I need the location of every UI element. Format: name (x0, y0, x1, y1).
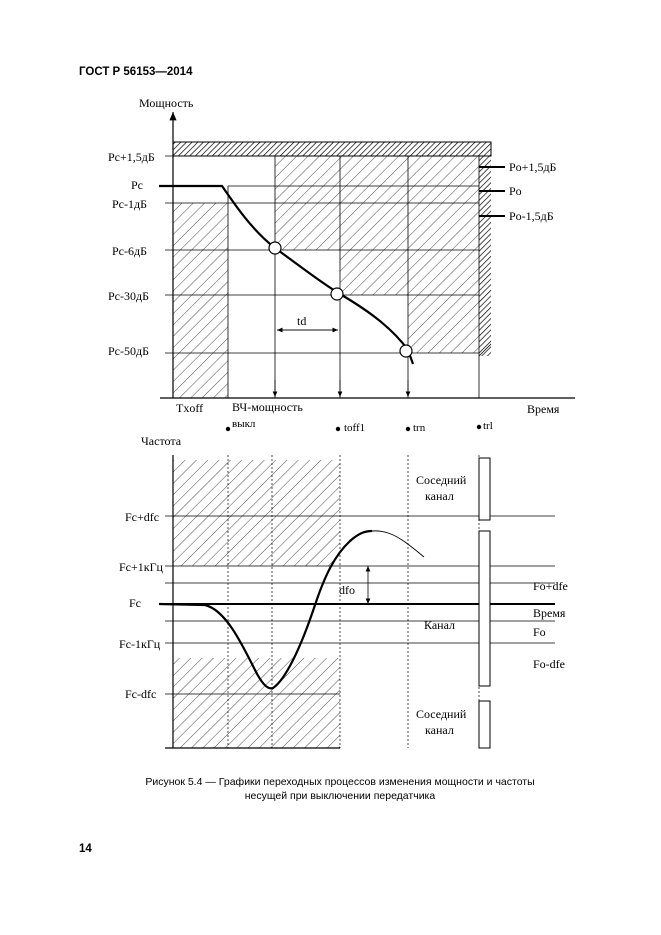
label-fc-minus-1khz: Fc-1кГц (119, 637, 161, 651)
caption-line-1: Рисунок 5.4 — Графики переходных процессов изменения мощности и частоты (145, 776, 535, 788)
power-zone-mid2 (340, 250, 479, 295)
power-zone-mid1 (275, 188, 479, 250)
power-chart (108, 96, 575, 434)
freq-zone-top-left (173, 460, 228, 566)
label-fo-plus-dfe: Fo+dfe (533, 579, 568, 593)
freq-x-axis-title: Время (533, 606, 566, 620)
label-td: td (297, 314, 307, 328)
label-pc: Pc (131, 178, 143, 192)
channel-bar (479, 531, 490, 686)
label-fc: Fc (129, 596, 141, 610)
adjacent-channel-bar-bottom (479, 701, 490, 748)
power-zone-mid3 (408, 295, 479, 353)
label-po-plus-1-5db: Po+1,5дБ (509, 160, 557, 174)
document-header: ГОСТ Р 56153—2014 (79, 66, 193, 78)
freq-zone-top-mid (228, 460, 340, 566)
label-pc-minus-50db: Pc-50дБ (108, 344, 149, 358)
label-fo: Fo (533, 625, 546, 639)
label-adjacent-channel-top-1: Соседний (416, 473, 467, 487)
curve-point-50db (400, 345, 412, 357)
caption-line-2: несущей при выключении передатчика (244, 790, 436, 802)
curve-point-30db (331, 288, 343, 300)
label-toff1: toff1 (344, 422, 366, 434)
upper-limit-band (173, 142, 491, 156)
label-fo-minus-dfe: Fo-dfe (533, 657, 565, 671)
power-zone-top (275, 156, 479, 188)
time-down-arrows (275, 380, 408, 397)
freq-zone-bottom-mid (228, 658, 340, 748)
label-channel: Канал (424, 618, 456, 632)
label-po: Po (509, 184, 522, 198)
page-number: 14 (79, 843, 92, 855)
right-limit-band (479, 156, 491, 356)
figure-caption (100, 775, 580, 803)
power-zone-left (173, 203, 228, 398)
label-txoff: Txoff (176, 401, 204, 415)
power-x-axis-title: Время (527, 402, 560, 416)
label-pc-minus-30db: Pc-30дБ (108, 289, 149, 303)
freq-zone-bottom-left (173, 658, 228, 748)
label-adjacent-channel-top-2: канал (425, 489, 454, 503)
label-pc-plus-1-5db: Pc+1,5дБ (108, 150, 155, 164)
label-rf-power-off: ВЧ-мощность (232, 400, 303, 414)
power-axis-title: Мощность (139, 96, 194, 110)
label-adjacent-channel-bottom-1: Соседний (416, 707, 467, 721)
frequency-chart (119, 434, 568, 748)
curve-point-6db (269, 242, 281, 254)
label-pc-minus-1db: Pc-1дБ (112, 197, 147, 211)
label-fc-plus-1khz: Fc+1кГц (119, 560, 163, 574)
label-pc-minus-6db: Pc-6дБ (112, 244, 147, 258)
label-po-minus-1-5db: Po-1,5дБ (509, 209, 554, 223)
label-trn: trn (413, 422, 426, 434)
label-trl: trl (483, 420, 493, 432)
label-fc-plus-dfc: Fc+dfc (125, 510, 160, 524)
freq-axis-title: Частота (141, 434, 182, 448)
adjacent-channel-bar-top (479, 458, 490, 520)
label-dfo: dfo (339, 583, 355, 597)
label-fc-minus-dfc: Fc-dfc (125, 687, 157, 701)
label-adjacent-channel-bottom-2: канал (425, 723, 454, 737)
frequency-curve-tail (372, 531, 424, 557)
label-rf-off: выкл (232, 418, 256, 430)
